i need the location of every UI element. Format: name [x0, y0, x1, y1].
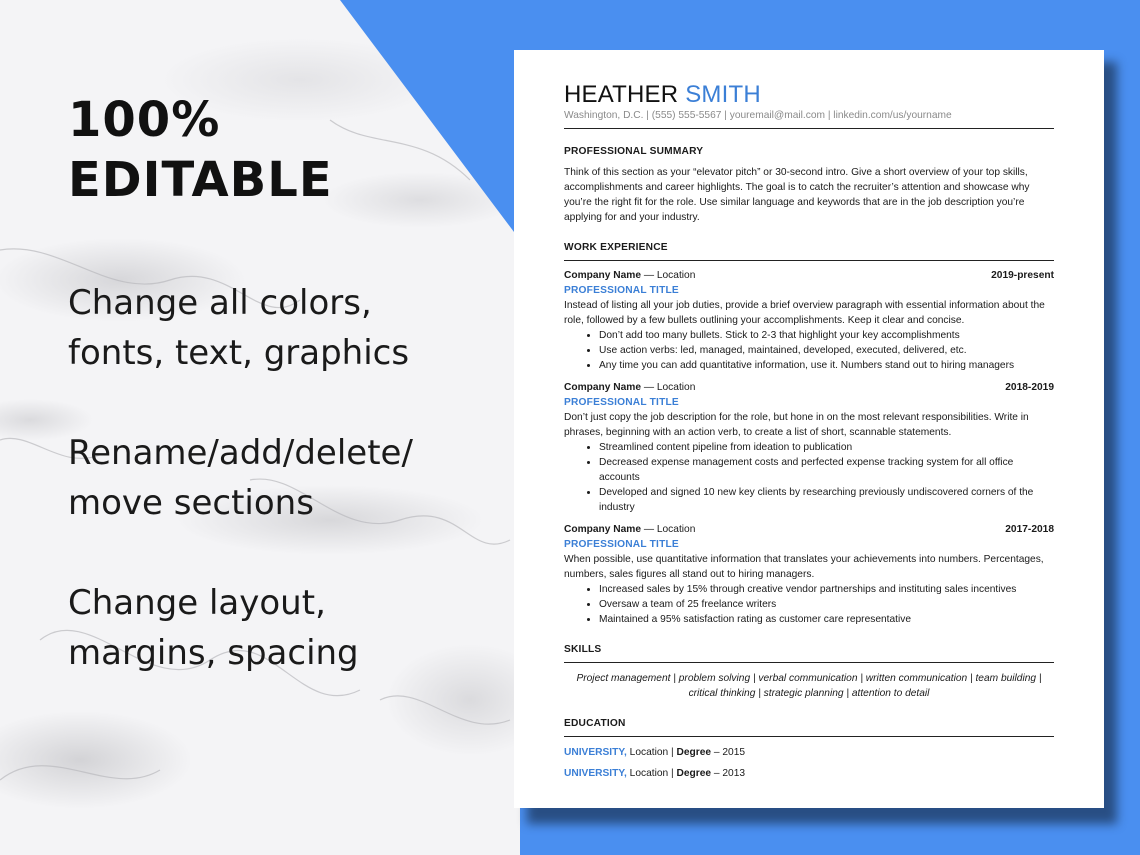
job-bullets: [564, 328, 1054, 373]
job-dates: 2019-present: [991, 270, 1054, 281]
company-name: Company Name: [564, 382, 641, 393]
resume-content: [564, 80, 1054, 781]
headline-line: 100%: [68, 92, 221, 148]
summary-text: Think of this section as your “elevator pitch” or 30-second intro. Give a short overview of your top skills, accomplishments and career highlights. The goal is to catch the recruiter’s attention and showcase why you’re the right fit for the role. Use similar language and keywords that are in the job description you’re applying for and your industry.: [564, 167, 1030, 223]
feature-line: Change all colors,: [68, 283, 372, 323]
headline: [68, 90, 333, 210]
first-name: HEATHER: [564, 81, 679, 108]
company-name: Company Name: [564, 524, 641, 535]
resume-name: [564, 80, 1054, 110]
job-bullet: • Streamlined content pipeline from ideation to publication: [599, 440, 1054, 455]
job-bullet: • Oversaw a team of 25 freelance writers: [599, 597, 1054, 612]
job-title: PROFESSIONAL TITLE: [564, 397, 679, 408]
feature-sections: [68, 428, 413, 528]
education-location: Location |: [626, 747, 677, 758]
job-entry: [564, 380, 1054, 515]
header-divider: [564, 128, 1054, 129]
skills-heading: SKILLS: [564, 644, 602, 655]
job-bullets: [564, 582, 1054, 627]
feature-line: move sections: [68, 483, 314, 523]
education-list: [564, 745, 1054, 781]
education-heading: EDUCATION: [564, 718, 626, 729]
job-description: Instead of listing all your job duties, provide a brief overview paragraph with essential information about the role, followed by a few bullets outlining your accomplishments. Keep it clear and concise.: [564, 300, 1045, 326]
job-description: Don’t just copy the job description for the role, but hone in on the most relevant responsibilities. Write in phrases, beginning with an action verb, to create a list of short, scannable statements.: [564, 412, 1029, 438]
job-bullet: • Developed and signed 10 new key clients by researching previously undiscovered corners of the industry: [599, 485, 1054, 515]
feature-line: Rename/add/delete/: [68, 433, 413, 473]
experience-divider: [564, 260, 1054, 261]
job-title: PROFESSIONAL TITLE: [564, 285, 679, 296]
job-bullet: • Maintained a 95% satisfaction rating as customer care representative: [599, 612, 1054, 627]
education-entry: [564, 745, 1054, 760]
experience-heading: WORK EXPERIENCE: [564, 242, 668, 253]
job-bullet: • Decreased expense management costs and perfected expense tracking system for all office accounts: [599, 455, 1054, 485]
job-location: — Location: [641, 524, 696, 535]
feature-line: margins, spacing: [68, 633, 359, 673]
skills-divider: [564, 662, 1054, 663]
feature-line: Change layout,: [68, 583, 326, 623]
company-name: Company Name: [564, 270, 641, 281]
education-year: – 2013: [711, 768, 746, 779]
summary-heading: PROFESSIONAL SUMMARY: [564, 146, 704, 157]
degree-name: Degree: [676, 768, 712, 779]
last-name: SMITH: [685, 81, 761, 108]
education-location: Location |: [626, 768, 677, 779]
feature-line: fonts, text, graphics: [68, 333, 410, 373]
job-description: When possible, use quantitative information that translates your achievements into numbers. Percentages, numbers, sales figures all stand out to hiring managers.: [564, 554, 1044, 580]
job-bullets: [564, 440, 1054, 515]
job-entry: [564, 268, 1054, 373]
job-title: PROFESSIONAL TITLE: [564, 539, 679, 550]
job-bullet: • Use action verbs: led, managed, maintained, developed, executed, delivered, etc.: [599, 343, 1054, 358]
education-year: – 2015: [711, 747, 746, 758]
job-location: — Location: [641, 382, 696, 393]
job-bullet: • Any time you can add quantitative information, use it. Numbers stand out to hiring managers: [599, 358, 1054, 373]
job-bullet: • Don’t add too many bullets. Stick to 2-3 that highlight your key accomplishments: [599, 328, 1054, 343]
university-name: UNIVERSITY,: [564, 747, 627, 758]
education-divider: [564, 736, 1054, 737]
university-name: UNIVERSITY,: [564, 768, 627, 779]
contact-line: Washington, D.C. | (555) 555-5567 | youremail@mail.com | linkedin.com/us/yourname: [564, 110, 952, 121]
headline-line: EDITABLE: [68, 152, 333, 208]
feature-layout: [68, 578, 359, 678]
degree-name: Degree: [676, 747, 712, 758]
education-entry: [564, 766, 1054, 781]
job-dates: 2017-2018: [1005, 524, 1054, 535]
job-entry: [564, 522, 1054, 627]
job-bullet: • Increased sales by 15% through creative vendor partnerships and instituting sales incentives: [599, 582, 1054, 597]
feature-colors: [68, 278, 409, 378]
job-location: — Location: [641, 270, 696, 281]
job-dates: 2018-2019: [1005, 382, 1054, 393]
skills-list: Project management | problem solving | verbal communication | written communication | team building | critical thinking | strategic planning | attention to detail: [576, 673, 1042, 699]
resume-sheet: [514, 50, 1104, 808]
